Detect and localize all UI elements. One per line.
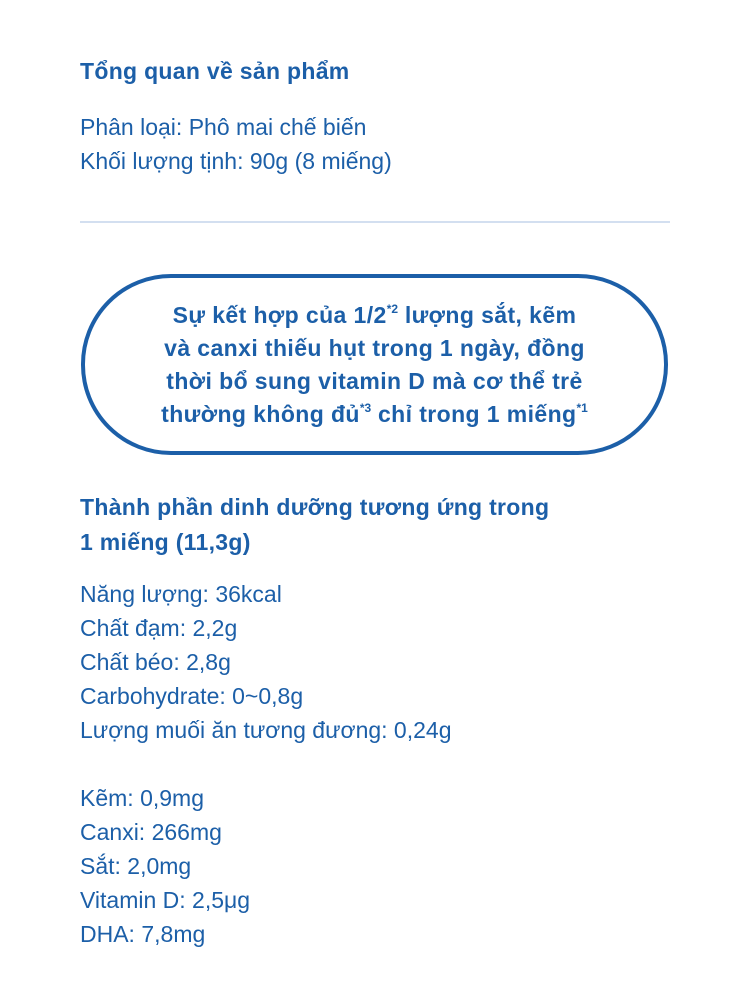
- callout-text: [161, 299, 588, 431]
- nutrient-iron: Sắt: 2,0mg: [80, 853, 192, 879]
- callout-line-3: thời bổ sung vitamin D mà cơ thể trẻ: [166, 367, 583, 394]
- callout-line-4-b: chỉ trong 1 miếng: [371, 400, 577, 427]
- callout-line-4: [161, 398, 588, 431]
- callout-line-1: [161, 299, 588, 332]
- category-text: Phân loại: Phô mai chế biến: [80, 114, 367, 140]
- nutrition-list: [80, 577, 452, 951]
- nutrient-salt: Lượng muối ăn tương đương: 0,24g: [80, 717, 452, 743]
- footnote-mark-3: *3: [359, 400, 372, 415]
- nutrient-energy: Năng lượng: 36kcal: [80, 581, 282, 607]
- nutrient-carbohydrate: Carbohydrate: 0~0,8g: [80, 683, 304, 709]
- highlight-callout: [81, 274, 668, 455]
- callout-line-1-b: lượng sắt, kẽm: [398, 301, 577, 328]
- footnote-mark-2: *2: [386, 301, 399, 316]
- section-divider: [80, 221, 670, 223]
- nutrient-zinc: Kẽm: 0,9mg: [80, 785, 204, 811]
- nutrient-fat: Chất béo: 2,8g: [80, 649, 231, 675]
- callout-line-1-a: Sự kết hợp của 1/2: [172, 301, 387, 328]
- callout-line-2: và canxi thiếu hụt trong 1 ngày, đồng: [164, 334, 585, 361]
- overview-heading: Tổng quan về sản phẩm: [80, 58, 350, 84]
- nutrition-heading: [80, 490, 680, 560]
- nutrient-dha: DHA: 7,8mg: [80, 921, 206, 947]
- net-weight-text: Khối lượng tịnh: 90g (8 miếng): [80, 148, 392, 174]
- nutrition-heading-line-1: Thành phần dinh dưỡng tương ứng trong: [80, 494, 550, 520]
- overview-details: [80, 110, 392, 178]
- list-spacer: [80, 747, 452, 781]
- callout-line-4-a: thường không đủ: [161, 400, 360, 427]
- nutrition-heading-line-2: 1 miếng (11,3g): [80, 529, 251, 555]
- nutrient-vitamin-d: Vitamin D: 2,5μg: [80, 887, 251, 913]
- nutrient-calcium: Canxi: 266mg: [80, 819, 222, 845]
- footnote-mark-1: *1: [576, 400, 588, 415]
- nutrient-protein: Chất đạm: 2,2g: [80, 615, 238, 641]
